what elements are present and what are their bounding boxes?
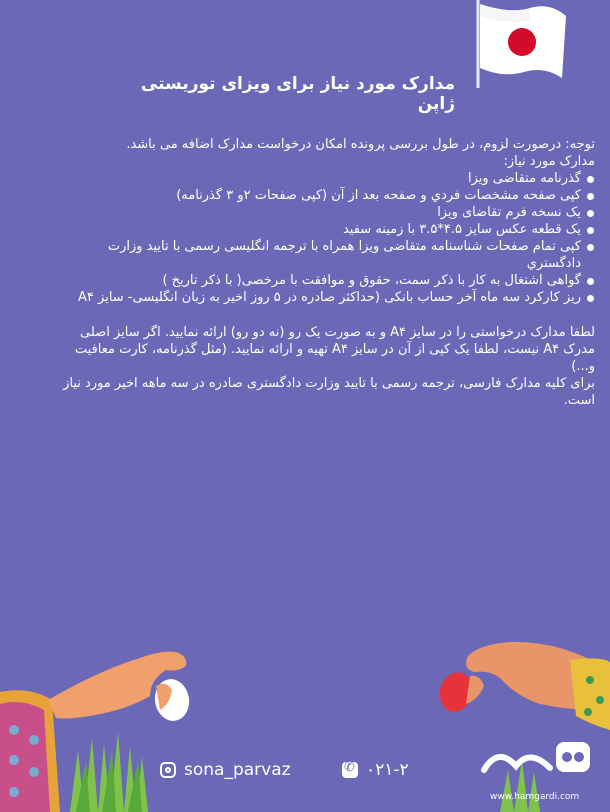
list-item: کپی تمام صفحات شناسنامه متقاضی ویزا همراه با ترجمه انگلیسی رسمی با تایید وزارت دادگستري [55,238,595,272]
list-item: یک نسخه فرم تقاضای ویزا [55,204,595,221]
note-text: توجه: درصورت لزوم، در طول بررسی پرونده امکان درخواست مدارک اضافه می باشد. [126,137,595,152]
instagram-icon [160,762,176,778]
docs-heading: مدارک مورد نیاز: [503,154,595,169]
list-item: یک قطعه عکس سایز ۴.۵*۳.۵ با زمینه سفید [55,221,595,238]
watermark-text: www.hamgardi.com [490,792,580,802]
list-item: گواهی اشتغال به کار با ذکر سمت، حقوق و موافقت با مرخصی( با ذکر تاریخ ) [55,272,595,289]
notes [55,324,595,409]
requirements-list [55,170,595,306]
page-title: مدارک مورد نیاز برای ویزای توریستی ژاپن [140,74,455,114]
instagram-text: sona_parvaz [184,760,291,780]
note-paragraph: لطفا مدارک درخواستی را در سایز A۴ و به صورت یک رو (نه دو رو) ارائه نمایید. اگر سایز اصلی مدرک A۴ نیست، لطفا یک کپی از آن در سایز A۴ تهیه و ارائه نمایید. (مثل گذرنامه، کارت معافیت و...) [74,325,595,374]
list-item: ریز کارکرد سه ماه آخر حساب بانکی (حداکثر صادره در ۵ روز اخیر به زبان انگلیسی- سایز A۴ [55,289,595,306]
list-item: کپی صفحه مشخصات فردي و صفحه بعد از آن (کپی صفحات ۲و ۳ گذرنامه) [55,187,595,204]
content [55,136,595,409]
japan-flag-icon [470,0,570,90]
instagram-handle[interactable] [160,760,291,780]
list-item: گذرنامه متقاضی ویزا [55,170,595,187]
phone-text: ۰۲۱-۲ [366,760,409,780]
phone-icon [342,762,358,778]
phone-number[interactable] [342,760,409,780]
note-paragraph: برای کلیه مدارک فارسی، ترجمه رسمی با تایید وزارت دادگستری صادره در سه ماهه اخیر مورد نیاز است. [63,376,595,408]
